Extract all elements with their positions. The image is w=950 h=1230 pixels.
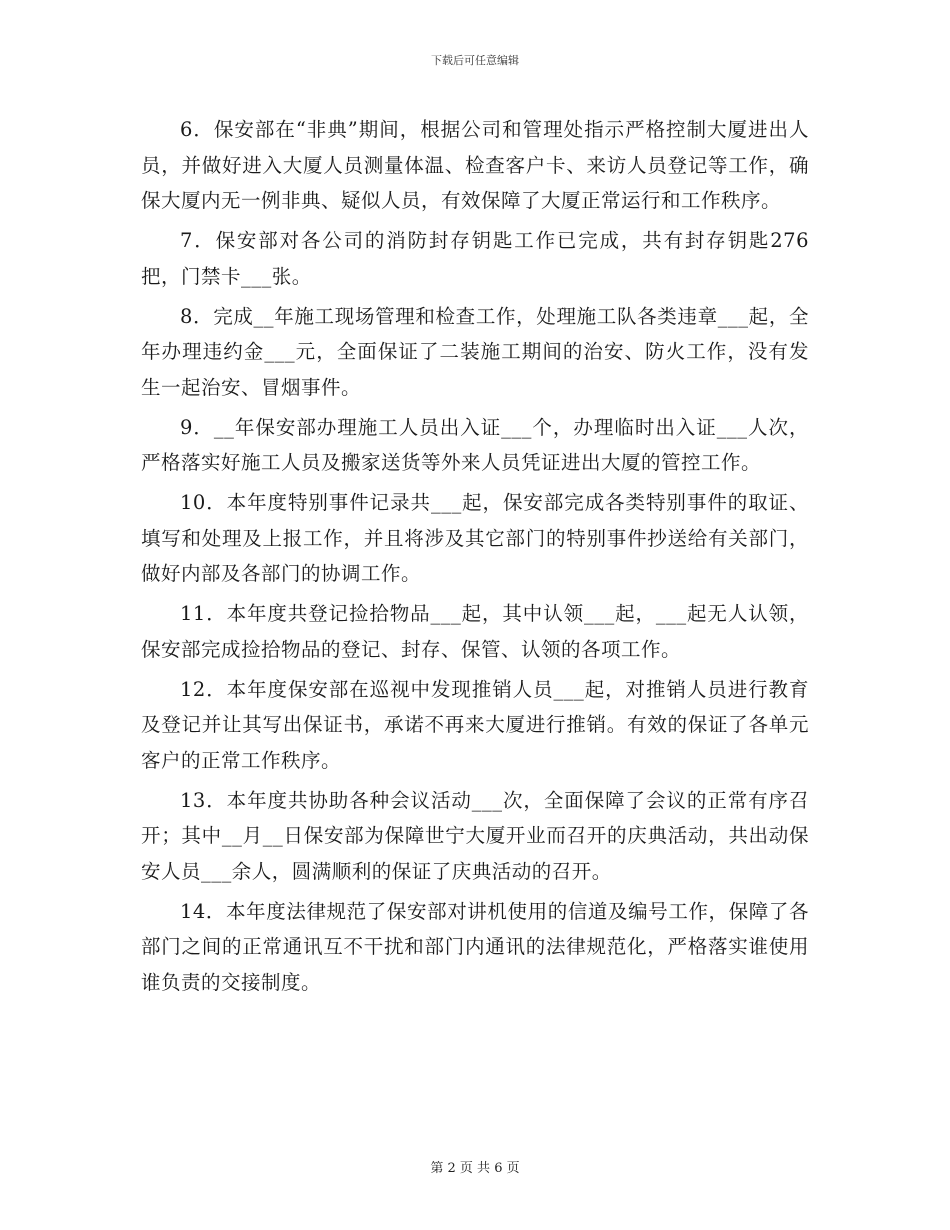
paragraph-item-6: 6．保安部在“非典”期间，根据公司和管理处指示严格控制大厦进出人员，并做好进入大厦人员测量体温、检查客户卡、来访人员登记等工作，确保大厦内无一例非典、疑似人员，有效保障了大厦正常运行和工作秩序。 — [141, 118, 809, 213]
document-body — [141, 112, 809, 1005]
paragraph-item-11: 11．本年度共登记捡拾物品___起，其中认领___起，___起无人认领，保安部完成捡拾物品的登记、封存、保管、认领的各项工作。 — [141, 602, 809, 661]
paragraph-item-12: 12．本年度保安部在巡视中发现推销人员___起，对推销人员进行教育及登记并让其写出保证书，承诺不再来大厦进行推销。有效的保证了各单元客户的正常工作秩序。 — [141, 677, 809, 772]
paragraph-item-8: 8．完成__年施工现场管理和检查工作，处理施工队各类违章___起，全年办理违约金___元，全面保证了二装施工期间的治安、防火工作，没有发生一起治安、冒烟事件。 — [141, 304, 809, 399]
page-header: 下载后可任意编辑 — [431, 54, 519, 67]
paragraph-item-14: 14．本年度法律规范了保安部对讲机使用的信道及编号工作，保障了各部门之间的正常通讯互不干扰和部门内通讯的法律规范化，严格落实谁使用谁负责的交接制度。 — [141, 899, 809, 995]
paragraph-item-13: 13．本年度共协助各种会议活动___次，全面保障了会议的正常有序召开；其中__月__日保安部为保障世宁大厦开业而召开的庆典活动，共出动保安人员___余人，圆满顺利的保证了庆典活动的召开。 — [141, 788, 809, 884]
page-number: 第 2 页 共 6 页 — [430, 1161, 520, 1176]
paragraph-item-9: 9．__年保安部办理施工人员出入证___个，办理临时出入证___人次，严格落实好施工人员及搬家送货等外来人员凭证进出大厦的管控工作。 — [141, 415, 809, 475]
paragraph-item-10: 10．本年度特别事件记录共___起，保安部完成各类特别事件的取证、填写和处理及上报工作，并且将涉及其它部门的特别事件抄送给有关部门，做好内部及各部门的协调工作。 — [141, 491, 809, 586]
paragraph-item-7: 7．保安部对各公司的消防封存钥匙工作已完成，共有封存钥匙276把，门禁卡___张。 — [141, 229, 809, 288]
